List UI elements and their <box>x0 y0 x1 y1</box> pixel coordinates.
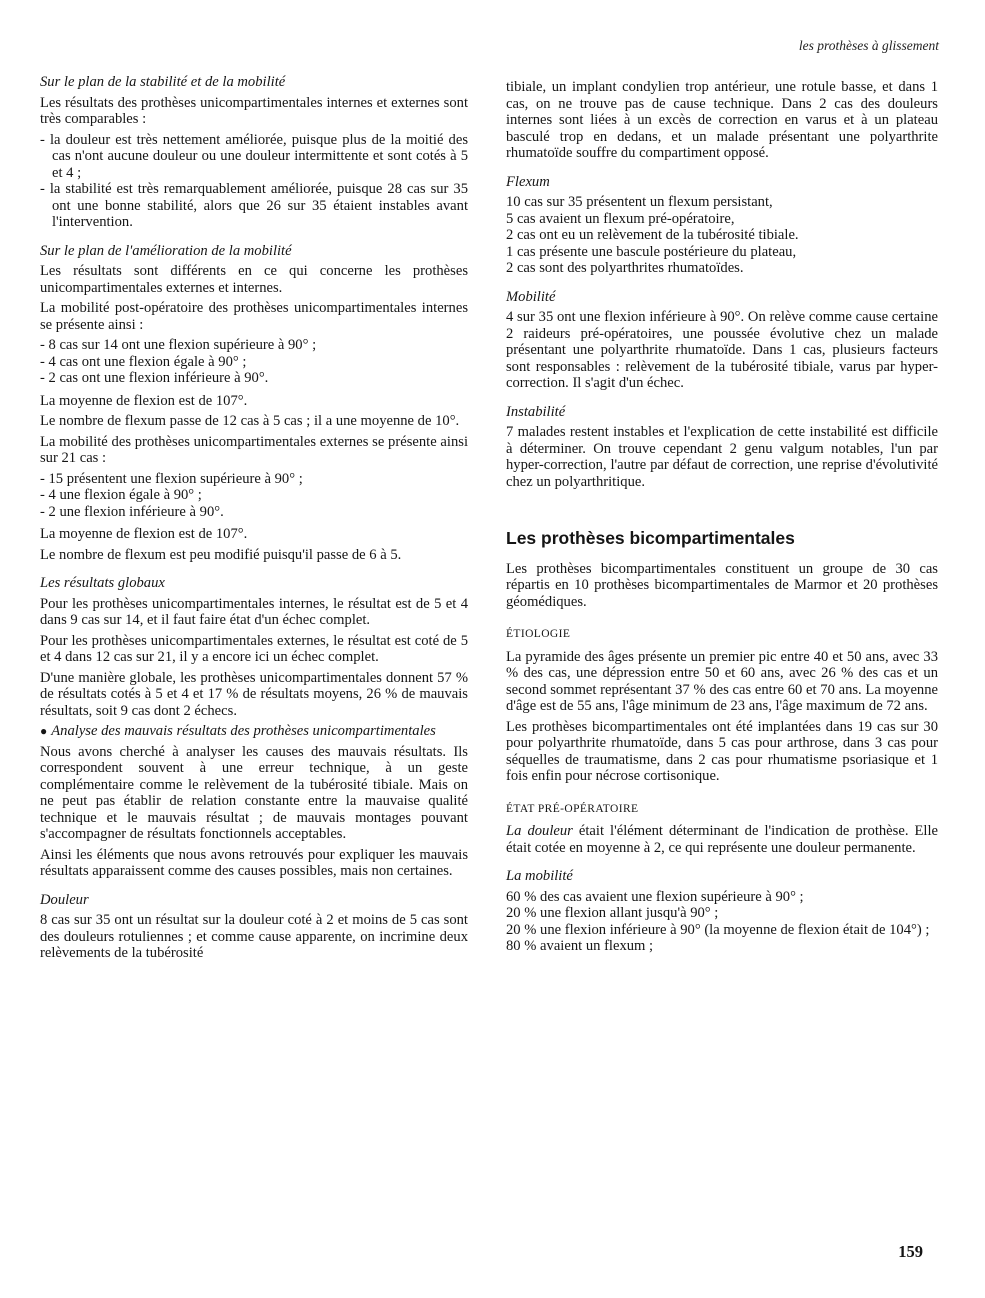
paragraph: La pyramide des âges présente un premier pic entre 40 et 50 ans, avec 33 % des cas, une dépression entre 50 et 60 ans, avec 26 % des cas et un second sommet représentant 37 % des cas entre 60 et 70 ans. La moyenne d'âge est de 55 ans, l'âge minimum de 23 ans, l'âge maximum de 72 ans. <box>506 648 938 714</box>
bullet-subheading-text: Analyse des mauvais résultats des prothèses unicompartimentales <box>51 723 436 739</box>
subheading-instabilite: Instabilité <box>506 403 566 420</box>
paragraph: Les prothèses bicompartimentales ont été implantées dans 19 cas sur 30 pour polyarthrite rhumatoïde, dans 5 cas pour arthrose, dans 3 cas pour séquelles de traumatisme, dans 2 cas pour rhumatisme psoriasique et 1 fois enfin pour nécrose cortisonique. <box>506 718 938 784</box>
paragraph: Ainsi les éléments que nous avons retrouvés pour expliquer les mauvais résultats apparaissent comme des causes possibles, mais non certaines. <box>40 846 468 879</box>
list-line: 2 cas sont des polyarthrites rhumatoïdes. <box>506 260 744 276</box>
paragraph: Les résultats des prothèses unicompartimentales internes et externes sont très comparables : <box>40 94 468 127</box>
paragraph: tibiale, un implant condylien trop antérieur, une rotule basse, et dans 1 cas, on ne trouve pas de cause technique. Dans 2 cas des douleurs internes sont liées à un excès de correction en varus et à un plateau basculé trop en dedans, et un malade présentant une polyarthrite rhumatoïde souffre du compartiment opposé. <box>506 79 938 161</box>
list-line: 80 % avaient un flexum ; <box>506 938 654 954</box>
paragraph: La mobilité des prothèses unicompartimentales externes se présente ainsi sur 21 cas : <box>40 433 468 466</box>
small-caps-heading-etat-preop: ÉTAT PRÉ-OPÉRATOIRE <box>506 802 639 815</box>
right-column <box>506 79 938 955</box>
paragraph: 8 cas sur 35 ont un résultat sur la douleur coté à 2 et moins de 5 cas sont des douleurs rotuliennes ; et comme cause apparente, on incrimine deux relèvements de la tubérosité <box>40 912 468 961</box>
list-line: 1 cas présente une bascule postérieure du plateau, <box>506 243 797 260</box>
subheading-global-results: Les résultats globaux <box>40 575 165 591</box>
bullet-icon: ● <box>40 724 48 738</box>
page-number: 159 <box>898 1242 923 1261</box>
list-item: - la douleur est très nettement améliorée, puisque plus de la moitié des cas n'ont aucune douleur ou une douleur intermittente et sont cotés à 5 et 4 ; <box>40 131 468 181</box>
list-item: - 4 cas ont une flexion égale à 90° ; <box>40 353 247 370</box>
list-item: - 8 cas sur 14 ont une flexion supérieure à 90° ; <box>40 337 317 353</box>
list-line: 10 cas sur 35 présentent un flexum persistant, <box>506 194 773 210</box>
subheading-mobility-improvement: Sur le plan de l'amélioration de la mobilité <box>40 242 292 259</box>
list-item: - 2 une flexion inférieure à 90°. <box>40 503 224 520</box>
paragraph: Le nombre de flexum est peu modifié puisqu'il passe de 6 à 5. <box>40 546 402 563</box>
paragraph: Pour les prothèses unicompartimentales externes, le résultat est coté de 5 et 4 dans 12 cas sur 21, il y a encore ici un échec complet. <box>40 632 468 665</box>
paragraph: Le nombre de flexum passe de 12 cas à 5 cas ; il a une moyenne de 10°. <box>40 413 460 429</box>
list-line: 20 % une flexion allant jusqu'à 90° ; <box>506 905 719 921</box>
list-item: - 4 une flexion égale à 90° ; <box>40 487 202 503</box>
subheading-la-mobilite: La mobilité <box>506 868 573 884</box>
left-column <box>40 74 468 966</box>
small-caps-heading-etiologie: ÉTIOLOGIE <box>506 628 571 640</box>
paragraph <box>506 823 938 856</box>
bullet-subheading <box>40 723 468 740</box>
paragraph: La moyenne de flexion est de 107°. <box>40 526 248 542</box>
paragraph: Les prothèses bicompartimentales constituent un groupe de 30 cas répartis en 10 prothèses bicompartimentales de Marmor et 20 prothèses géomédiques. <box>506 560 938 610</box>
paragraph: D'une manière globale, les prothèses unicompartimentales donnent 57 % de résultats cotés à 5 et 4 et 17 % de résultats moyens, 26 % de mauvais résultats, soit 9 cas dont 2 échecs. <box>40 669 468 719</box>
subheading-mobilite: Mobilité <box>506 288 556 305</box>
paragraph: 7 malades restent instables et l'explication de cette instabilité est difficile à déterminer. On trouve cependant 2 genu valgum notables, l'un par hyper-correction, l'autre par défaut de correction, une reprise d'évolutivité chez un polyarthritique. <box>506 424 938 490</box>
paragraph: 4 sur 35 ont une flexion inférieure à 90°. On relève comme cause certaine 2 raideurs pré-opératoires, une poussée évolutive chez un malade présentant une polyarthrite rhumatoïde. Dans 1 cas, plusieurs facteurs sont responsables : relèvement de la tubérosité tibiale, varus par hyper-correction. Il s'agit d'un échec. <box>506 309 938 391</box>
paragraph: Pour les prothèses unicompartimentales internes, le résultat est de 5 et 4 dans 9 cas sur 14, et il faut faire état d'un échec complet. <box>40 595 468 628</box>
paragraph: La moyenne de flexion est de 107°. <box>40 392 248 409</box>
list-item: - 15 présentent une flexion supérieure à 90° ; <box>40 470 303 487</box>
subheading-stability-mobility: Sur le plan de la stabilité et de la mobilité <box>40 74 286 90</box>
subheading-douleur: Douleur <box>40 891 89 908</box>
list-item: - la stabilité est très remarquablement améliorée, puisque 28 cas sur 35 ont une bonne stabilité, alors que 26 sur 35 étaient instables avant l'intervention. <box>40 181 468 230</box>
paragraph-text: était l'élément déterminant de l'indication de prothèse. Elle était cotée en moyenne à 2, ce qui représente une douleur permanente. <box>506 823 939 856</box>
paragraph: La mobilité post-opératoire des prothèses unicompartimentales internes se présente ainsi : <box>40 300 468 333</box>
section-heading-bicompartmental: Les prothèses bicompartimentales <box>506 528 795 548</box>
paragraph: Les résultats sont différents en ce qui concerne les prothèses unicompartimentales externes et internes. <box>40 263 468 296</box>
list-line: 20 % une flexion inférieure à 90° (la moyenne de flexion était de 104°) ; <box>506 921 930 938</box>
list-line: 60 % des cas avaient une flexion supérieure à 90° ; <box>506 888 804 905</box>
subheading-flexum: Flexum <box>506 173 550 190</box>
inline-italic: La douleur <box>506 823 573 839</box>
list-line: 5 cas avaient un flexum pré-opératoire, <box>506 210 735 227</box>
list-line: 2 cas ont eu un relèvement de la tubérosité tibiale. <box>506 227 799 243</box>
paragraph: Nous avons cherché à analyser les causes des mauvais résultats. Ils correspondent souvent à une erreur technique, à un geste complémentaire comme le relèvement de la tubérosité tibiale. Mais on ne peut pas établir de relation constante entre la mauvaise qualité technique et le mauvais résultat ; de mauvais montages pouvant s'accompagner de résultats fonctionnels acceptables. <box>40 743 468 842</box>
running-header: les prothèses à glissement <box>798 38 939 53</box>
list-item: - 2 cas ont une flexion inférieure à 90°. <box>40 370 269 386</box>
